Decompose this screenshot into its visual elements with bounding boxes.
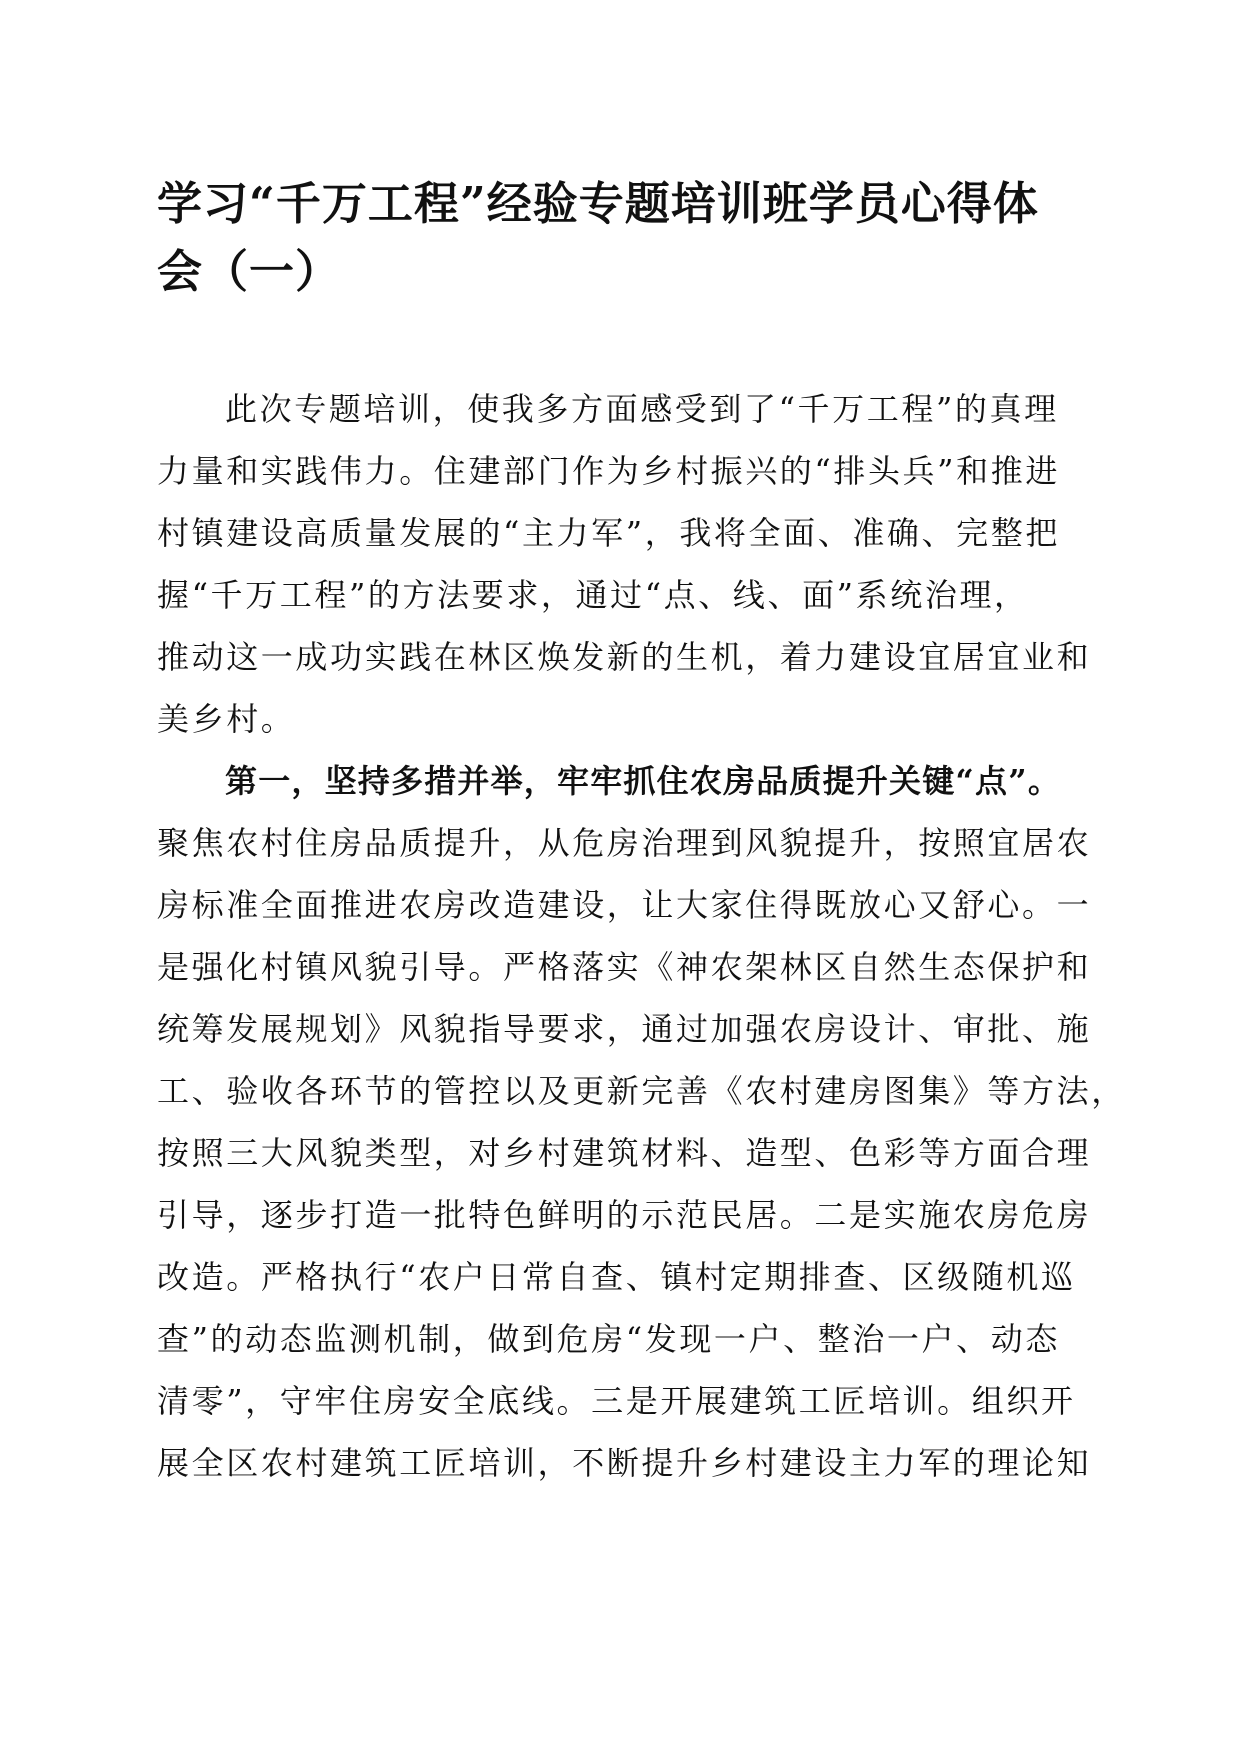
- text-line: 聚焦农村住房品质提升，从危房治理到风貌提升，按照宜居农: [157, 824, 1092, 862]
- paragraph-intro: [157, 378, 1092, 750]
- text-line: 按照三大风貌类型，对乡村建筑材料、造型、色彩等方面合理: [157, 1134, 1092, 1172]
- text-line: 力量和实践伟力。住建部门作为乡村振兴的“排头兵”和推进: [157, 452, 1060, 490]
- title-line: 会（一）: [157, 245, 342, 298]
- text-line: 统筹发展规划》风貌指导要求，通过加强农房设计、审批、施: [157, 1010, 1092, 1048]
- text-line: 握“千万工程”的方法要求，通过“点、线、面”系统治理，: [157, 576, 1029, 614]
- document-body: [157, 378, 1126, 1494]
- text-line: 引导，逐步打造一批特色鲜明的示范民居。二是实施农房危房: [157, 1196, 1092, 1234]
- text-line: 改造。严格执行“农户日常自查、镇村定期排查、区级随机巡: [157, 1258, 1076, 1296]
- text-line: 是强化村镇风貌引导。严格落实《神农架林区自然生态保护和: [157, 948, 1092, 986]
- text-line: 此次专题培训，使我多方面感受到了“千万工程”的真理: [225, 390, 1059, 428]
- text-line: 村镇建设高质量发展的“主力军”，我将全面、准确、完整把: [157, 514, 1060, 552]
- section-first: [157, 750, 1126, 1494]
- title-line: 学习“千万工程”经验专题培训班学员心得体: [157, 177, 1039, 230]
- text-line: 工、验收各环节的管控以及更新完善《农村建房图集》等方法，: [157, 1072, 1126, 1110]
- text-line: 推动这一成功实践在林区焕发新的生机，着力建设宜居宜业和: [157, 638, 1092, 676]
- text-line: 查”的动态监测机制，做到危房“发现一户、整治一户、动态: [157, 1320, 1060, 1358]
- text-line: 清零”，守牢住房安全底线。三是开展建筑工匠培训。组织开: [157, 1382, 1076, 1420]
- section-heading: 第一，坚持多措并举，牢牢抓住农房品质提升关键“点”。: [225, 762, 1062, 800]
- text-line: 展全区农村建筑工匠培训，不断提升乡村建设主力军的理论知: [157, 1444, 1092, 1482]
- document-title: [157, 170, 1087, 306]
- text-line: 美乡村。: [157, 700, 296, 738]
- text-line: 房标准全面推进农房改造建设，让大家住得既放心又舒心。一: [157, 886, 1092, 924]
